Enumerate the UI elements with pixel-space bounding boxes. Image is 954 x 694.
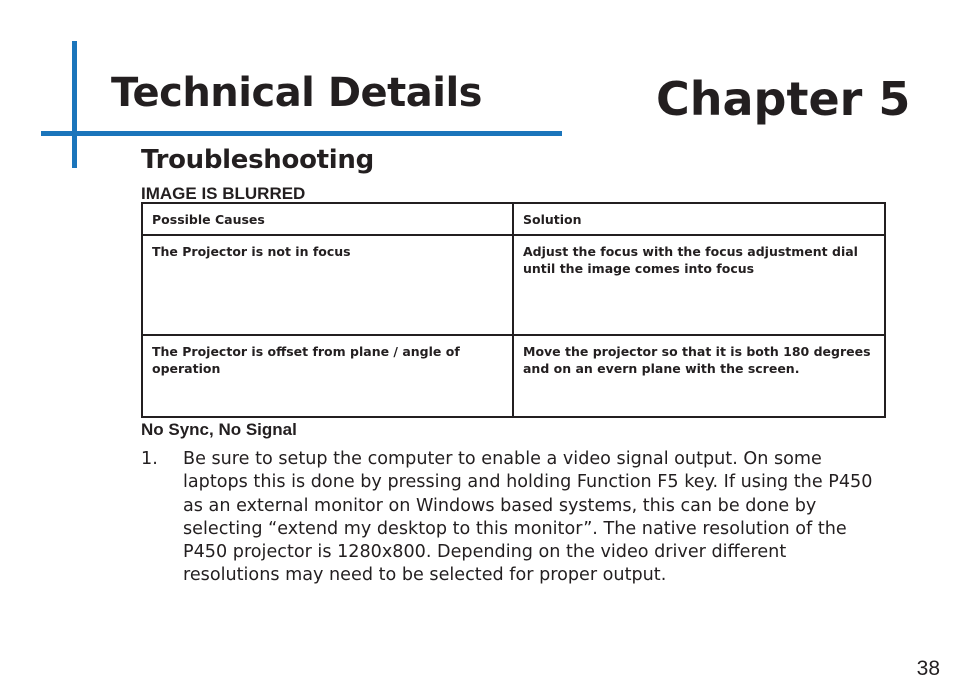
- table-header-solution: Solution: [513, 203, 885, 235]
- solution-cell: Adjust the focus with the focus adjustment dial until the image comes into focus: [513, 235, 885, 335]
- table-header-causes: Possible Causes: [142, 203, 513, 235]
- solution-cell: Move the projector so that it is both 180 degrees and on an evern plane with the screen.: [513, 335, 885, 417]
- nosync-heading: No Sync, No Signal: [141, 420, 297, 439]
- list-item-number: 1.: [141, 449, 158, 469]
- page-title: Technical Details: [111, 70, 482, 116]
- header-horizontal-rule: [41, 131, 562, 136]
- troubleshooting-table: [141, 202, 886, 418]
- section-title: Troubleshooting: [141, 145, 374, 175]
- cause-cell: The Projector is not in focus: [142, 235, 513, 335]
- table-row: [142, 335, 885, 417]
- table-row: [142, 235, 885, 335]
- header-vertical-rule: [72, 41, 77, 168]
- chapter-label: Chapter 5: [656, 72, 911, 126]
- cause-cell: The Projector is offset from plane / angle of operation: [142, 335, 513, 417]
- list-item-text: Be sure to setup the computer to enable a video signal output. On some laptops this is done by pressing and holding Function F5 key. If using the P450 as an external monitor on Windows based systems, this can be done by selecting “extend my desktop to this monitor”. The native resolution of the P450 projector is 1280x800. Depending on the video driver different resolutions may need to be selected for proper output.: [183, 449, 873, 586]
- list-item: [141, 448, 876, 588]
- blurred-heading: IMAGE IS BLURRED: [141, 184, 306, 203]
- page-number: 38: [916, 657, 940, 680]
- nosync-steps-list: [141, 448, 876, 588]
- table-header-row: [142, 203, 885, 235]
